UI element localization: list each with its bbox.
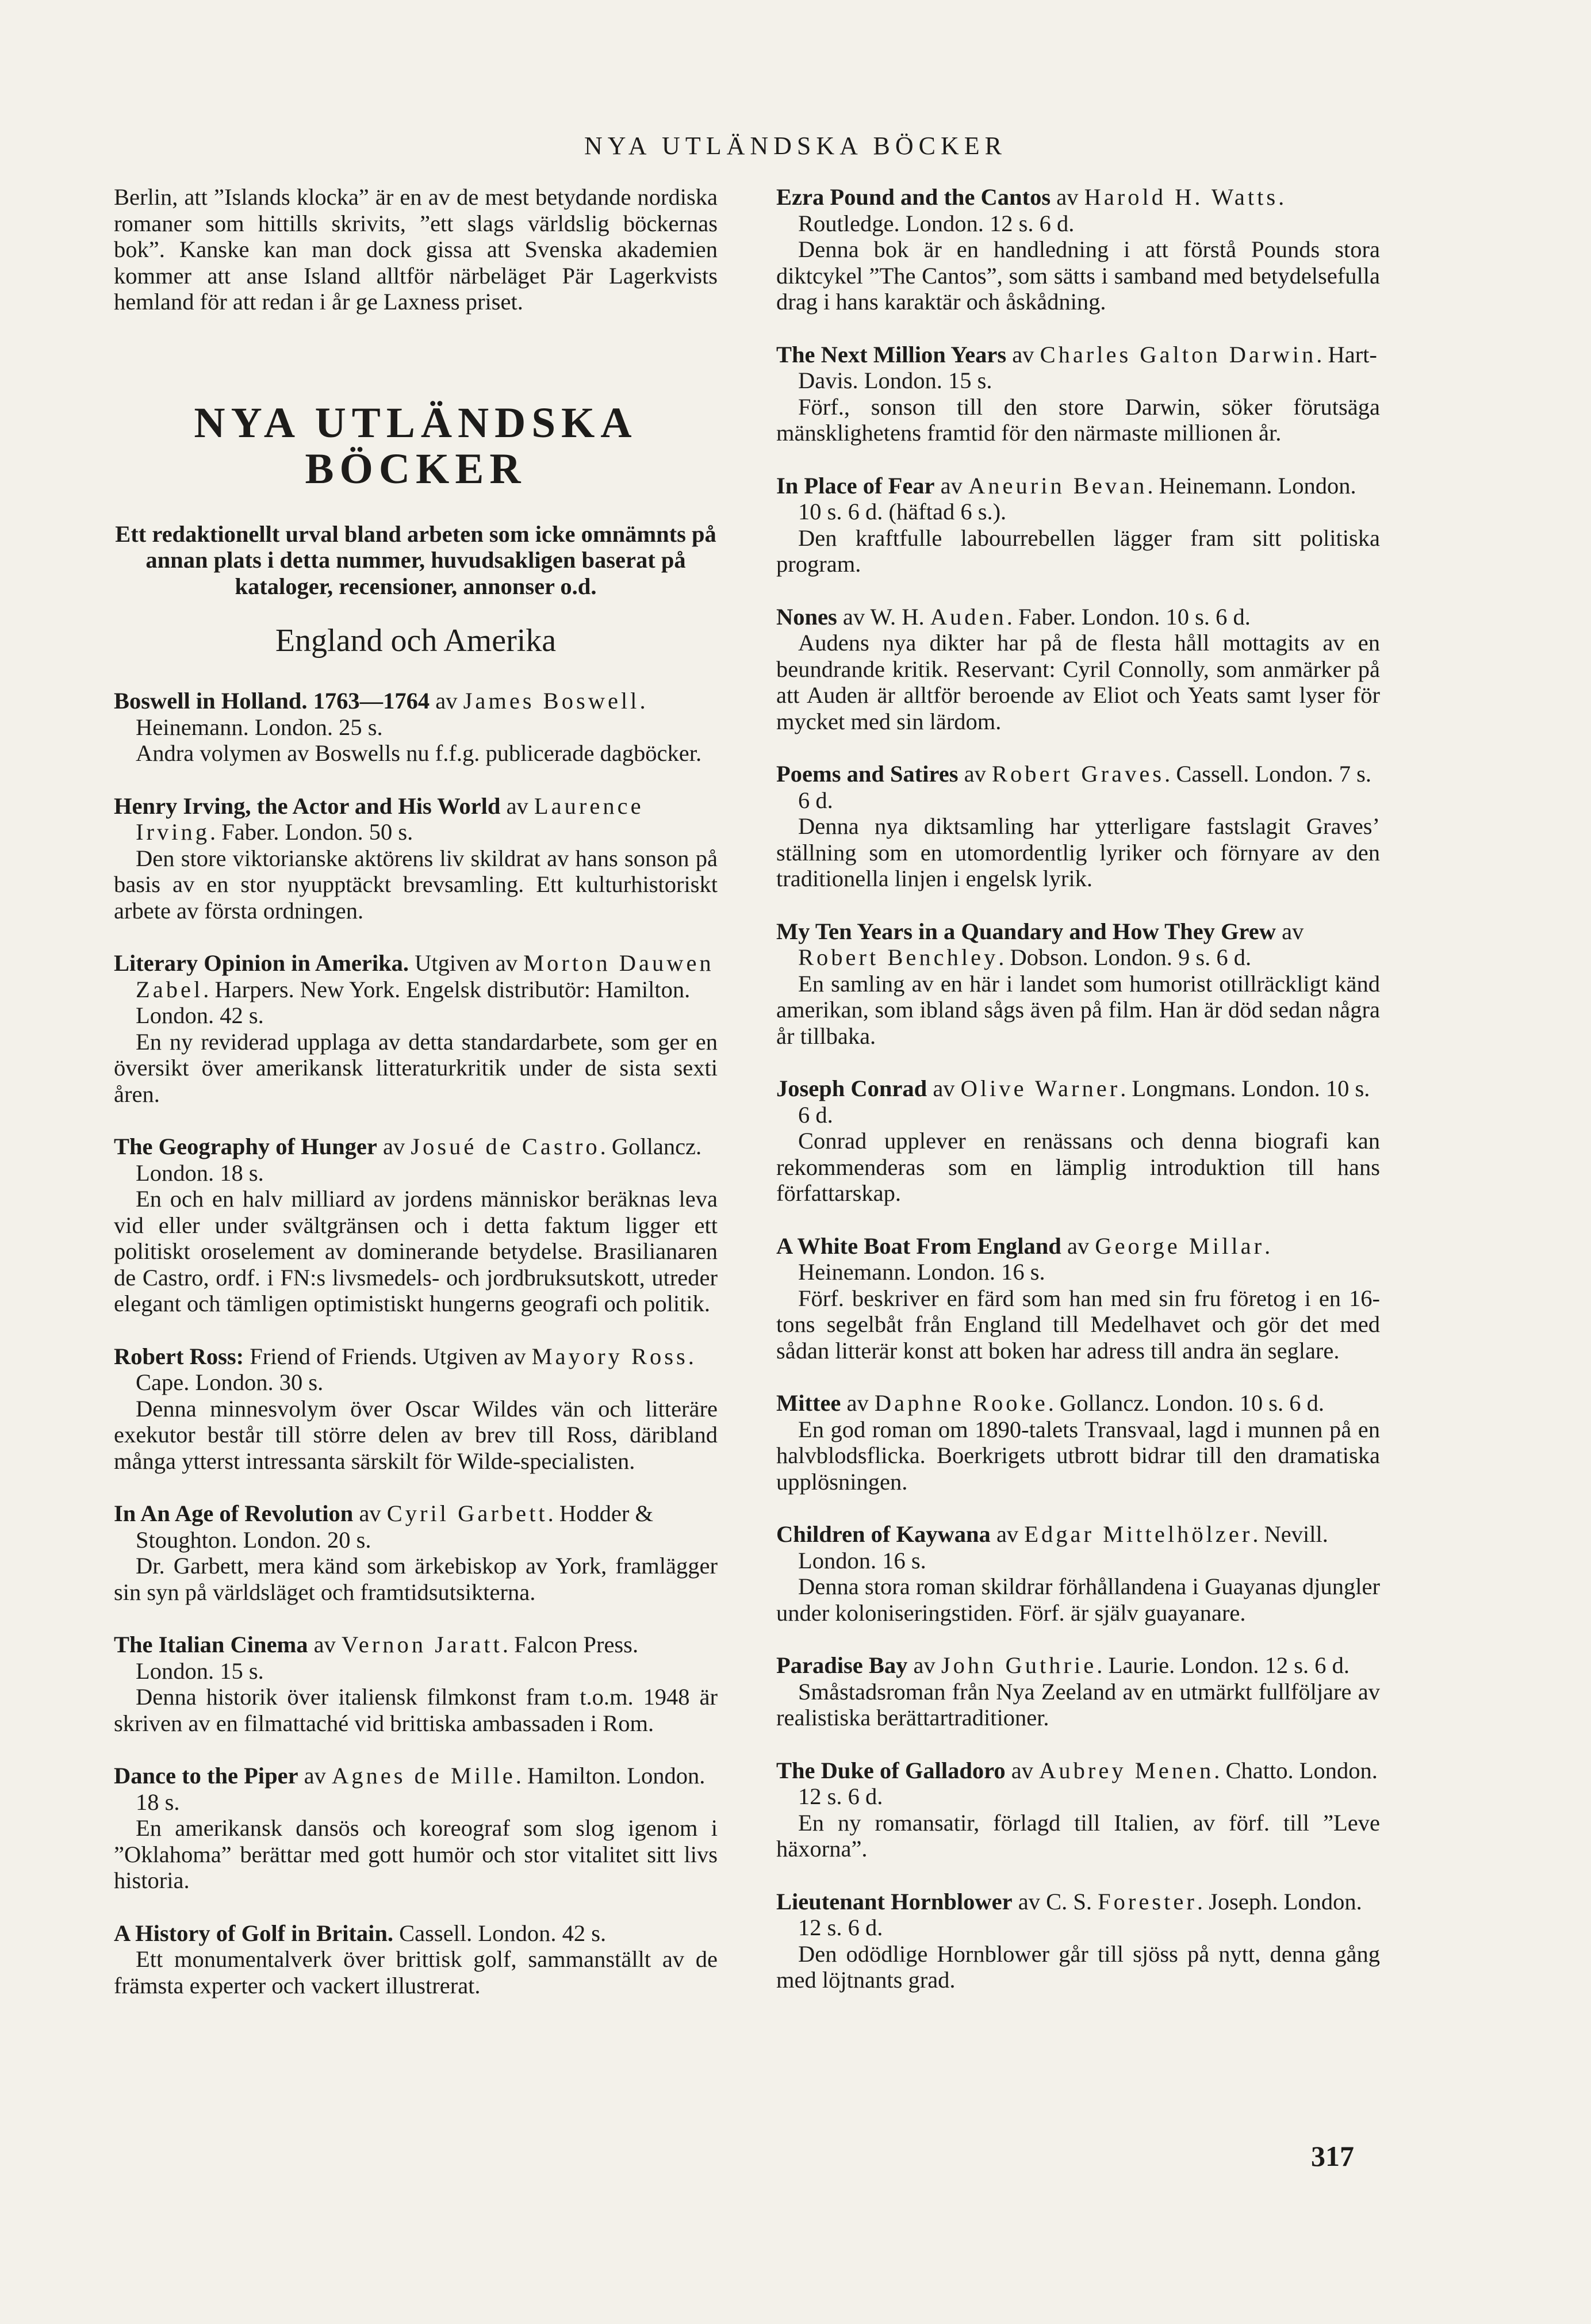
- book-description: Den kraftfulle labourrebellen lägger fram sitt politiska program.: [776, 524, 1380, 577]
- book-description: Förf. beskriver en färd som han med sin fru företog i en 16-tons segelbåt från England till Medelhavet och gör det med sådan litterär konst att boken har adress till andra än seglare.: [776, 1285, 1380, 1364]
- book-av: av: [1006, 341, 1040, 367]
- book-description: En och en halv milliard av jordens människor beräknas leva vid eller under svältgränsen och i detta faktum ligger ett politiskt oroselement av dominerande betydelse. Brasilianaren de Castro, ordf. i FN:s livsmedels- och jordbruksutskott, utreder elegant och tämligen optimistiskt hungerns geografi och politik.: [114, 1186, 718, 1316]
- book-entry-head: [776, 473, 1380, 525]
- book-description: En amerikansk dansös och koreograf som slog igenom i ”Oklahoma” berättar med gott humör och stor vitalitet sitt livs historia.: [114, 1815, 718, 1893]
- book-entry-head: [776, 342, 1380, 394]
- book-entry-head: [776, 1521, 1380, 1573]
- book-description: En ny romansatir, förlagd till Italien, av förf. till ”Leve häxorna”.: [776, 1809, 1380, 1862]
- book-entry-head: [114, 1920, 718, 1947]
- book-title: Boswell in Holland. 1763—1764: [114, 688, 430, 714]
- book-entry: [114, 1500, 718, 1605]
- book-publisher: . Gollancz. London. 10 s. 6 d.: [1048, 1390, 1325, 1416]
- book-entry-head: [114, 1343, 718, 1396]
- book-entry: [114, 1632, 718, 1736]
- book-entry-head: [776, 1390, 1380, 1416]
- book-publisher: . Hodder & Stoughton. London. 20 s.: [136, 1500, 653, 1553]
- book-entry: [114, 1763, 718, 1894]
- book-title: In An Age of Revolution: [114, 1500, 354, 1526]
- book-publisher: . Heinemann. London. 25 s.: [136, 688, 646, 740]
- book-title: The Next Million Years: [776, 341, 1007, 367]
- book-description: Denna nya diktsamling har ytterligare fastslagit Graves’ ställning som en utomordentlig lyriker och förnyare av den traditionella linjen i engelsk lyrik.: [776, 813, 1380, 891]
- book-av: av: [430, 688, 463, 714]
- book-av: Friend of Friends. Utgiven av: [244, 1343, 532, 1369]
- book-description: Denna stora roman skildrar förhållandena i Guayanas djungler under koloniseringstiden. Förf. är själv guayanare.: [776, 1573, 1380, 1626]
- left-entry-list: [114, 688, 718, 1998]
- book-author: Morton Dauwen Zabel: [136, 950, 714, 1002]
- book-description: Den store viktorianske aktörens liv skildrat av hans sonson på basis av en stor nyupptäckt brevsamling. Ett kulturhistoriskt arbete av första ordningen.: [114, 845, 718, 924]
- book-author: George Millar: [1095, 1232, 1265, 1259]
- book-entry-head: [776, 918, 1380, 971]
- book-av: av: [1005, 1757, 1040, 1783]
- book-title: Henry Irving, the Actor and His World: [114, 792, 501, 819]
- book-av: av: [990, 1521, 1025, 1547]
- book-author: Aneurin Bevan: [968, 472, 1148, 499]
- book-title: Joseph Conrad: [776, 1075, 927, 1101]
- right-column: [776, 184, 1380, 2020]
- book-av: av: [308, 1632, 342, 1657]
- book-title: The Geography of Hunger: [114, 1134, 377, 1159]
- book-author: Agnes de Mille: [332, 1763, 516, 1789]
- book-publisher: . Heinemann. London. 10 s. 6 d. (häftad 6 s.).: [798, 472, 1356, 524]
- book-entry-head: [114, 1763, 718, 1815]
- book-publisher: . Hamilton. London. 18 s.: [136, 1763, 706, 1815]
- book-publisher: . Harpers. New York. Engelsk distributör: Hamilton. London. 42 s.: [136, 976, 691, 1028]
- book-entry: [776, 604, 1380, 735]
- book-entry: [114, 1343, 718, 1475]
- book-av: av W. H.: [837, 603, 930, 630]
- book-entry-head: [114, 950, 718, 1029]
- book-title: Lieutenant Hornblower: [776, 1888, 1013, 1915]
- intro-paragraph: Berlin, att ”Islands klocka” är en av de mest betydande nordiska romaner som hittills skrivits, ”ett slags världslig böckernas bok”. Kanske kan man dock gissa att Svenska akademien kommer att anse Island alltför närbeläget Pär Lagerkvists hemland för att redan i år ge Laxness priset.: [114, 184, 718, 315]
- book-title: The Duke of Galladoro: [776, 1757, 1006, 1783]
- book-entry: [776, 1075, 1380, 1207]
- book-entry: [776, 1521, 1380, 1626]
- book-title: Ezra Pound and the Cantos: [776, 184, 1051, 210]
- book-title: Literary Opinion in Amerika.: [114, 950, 409, 976]
- book-entry-head: [114, 1632, 718, 1684]
- book-author: Daphne Rooke: [874, 1390, 1048, 1416]
- book-author: Mayory Ross: [531, 1343, 688, 1369]
- book-author: Laurence Irving: [136, 792, 644, 845]
- book-publisher: . Longmans. London. 10 s. 6 d.: [798, 1075, 1370, 1128]
- book-publisher: . Faber. London. 50 s.: [209, 819, 413, 845]
- book-av: [393, 1920, 399, 1946]
- book-author: Aubrey Menen: [1039, 1757, 1214, 1783]
- subsection-title: England och Amerika: [275, 623, 557, 658]
- book-av: av: [1051, 184, 1084, 210]
- running-head: NYA UTLÄNDSKA BÖCKER: [584, 132, 1007, 160]
- book-entry: [776, 342, 1380, 446]
- book-publisher: . Falcon Press. London. 15 s.: [136, 1632, 639, 1684]
- book-entry-head: [776, 1075, 1380, 1128]
- book-av: av: [353, 1500, 387, 1526]
- book-description: Småstadsroman från Nya Zeeland av en utmärkt fullföljare av realistiska berättartraditioner.: [776, 1678, 1380, 1730]
- book-entry-head: [776, 1233, 1380, 1285]
- book-author: Cyril Garbett: [386, 1500, 548, 1526]
- book-entry: [776, 1390, 1380, 1495]
- book-title: Mittee: [776, 1390, 841, 1416]
- book-description: Dr. Garbett, mera känd som ärkebiskop av York, framlägger sin syn på världsläget och framtidsutsikterna.: [114, 1553, 718, 1605]
- book-title: Children of Kaywana: [776, 1521, 991, 1547]
- book-publisher: . Chatto. London. 12 s. 6 d.: [798, 1757, 1378, 1809]
- book-description: En samling av en här i landet som humorist otillräckligt känd amerikan, som ibland sågs även på film. Han är död sedan några år tillbaka.: [776, 970, 1380, 1049]
- book-publisher: . Nevill. London. 16 s.: [798, 1521, 1328, 1573]
- book-entry: [776, 1233, 1380, 1364]
- book-av: av: [907, 1652, 941, 1678]
- book-av: av: [298, 1763, 332, 1789]
- book-av: av: [958, 761, 992, 787]
- book-publisher: . Cassell. London. 7 s. 6 d.: [798, 761, 1372, 813]
- left-column: [114, 184, 718, 2025]
- book-entry: [114, 793, 718, 924]
- book-publisher: . Routledge. London. 12 s. 6 d.: [798, 184, 1285, 236]
- book-entry: [776, 918, 1380, 1050]
- book-description: En god roman om 1890-talets Transvaal, lagd i munnen på en halvblodsflicka. Boerkrigets utbrott bidrar till den dramatiska upplösningen.: [776, 1416, 1380, 1495]
- section-title: NYA UTLÄNDSKA BÖCKER: [194, 399, 638, 493]
- book-publisher: . Faber. London. 10 s. 6 d.: [1006, 603, 1251, 630]
- book-entry-head: [114, 1134, 718, 1186]
- book-entry-head: [776, 761, 1380, 813]
- book-description: Denna bok är en handledning i att förstå Pounds stora diktcykel ”The Cantos”, som sätts i samband med betydelsefulla drag i hans karaktär och åskådning.: [776, 236, 1380, 315]
- book-publisher: . Dobson. London. 9 s. 6 d.: [998, 944, 1252, 970]
- book-author: Auden: [930, 603, 1007, 630]
- book-av: av C. S.: [1012, 1888, 1098, 1915]
- book-av: av: [500, 792, 534, 819]
- book-description: Audens nya dikter har på de flesta håll mottagits av en beundrande kritik. Reservant: Cyril Connolly, som anmärker på att Auden är alltför beroende av Eliot och Yeats samt lyser för mycket med sin lärdom.: [776, 630, 1380, 734]
- book-publisher: . Joseph. London. 12 s. 6 d.: [798, 1888, 1362, 1940]
- book-entry: [776, 473, 1380, 577]
- book-entry: [776, 1889, 1380, 1993]
- book-author: Robert Graves: [992, 761, 1165, 787]
- editorial-note: Ett redaktionellt urval bland arbeten som icke omnämnts på annan plats i detta nummer, huvudsakligen baserat på kataloger, recensioner, annonser o.d.: [115, 520, 716, 599]
- book-publisher: . Heinemann. London. 16 s.: [798, 1232, 1271, 1285]
- book-author: Vernon Jaratt: [342, 1632, 503, 1657]
- book-title: A White Boat From England: [776, 1232, 1061, 1259]
- book-description: Andra volymen av Boswells nu f.f.g. publicerade dagböcker.: [136, 740, 702, 766]
- book-title: Nones: [776, 603, 837, 630]
- book-entry: [114, 1134, 718, 1317]
- book-author: Charles Galton Darwin: [1040, 341, 1317, 367]
- book-entry-head: [114, 793, 718, 845]
- book-title: The Italian Cinema: [114, 1632, 308, 1657]
- book-title: Poems and Satires: [776, 761, 959, 787]
- page-number: 317: [1311, 2140, 1354, 2172]
- book-entry: [776, 184, 1380, 315]
- book-description: Ett monumentalverk över brittisk golf, sammanställt av de främsta experter och vackert illustrerat.: [114, 1946, 718, 1998]
- right-entry-list: [776, 184, 1380, 1993]
- book-entry: [114, 688, 718, 767]
- book-publisher: . Gollancz. London. 18 s.: [136, 1134, 702, 1186]
- book-entry-head: [114, 1500, 718, 1553]
- book-title: My Ten Years in a Quandary and How They Grew: [776, 918, 1276, 944]
- book-av: av: [934, 472, 969, 499]
- book-author: John Guthrie: [941, 1652, 1097, 1678]
- book-title: Dance to the Piper: [114, 1763, 298, 1789]
- book-publisher: . Hart-Davis. London. 15 s.: [798, 341, 1377, 393]
- book-av: av: [841, 1390, 875, 1416]
- book-av: av: [1061, 1232, 1095, 1259]
- book-title: A History of Golf in Britain.: [114, 1920, 393, 1946]
- book-entry-head: [776, 604, 1380, 630]
- book-entry: [114, 1920, 718, 1999]
- book-description: Den odödlige Hornblower går till sjöss på nytt, denna gång med löjtnants grad.: [776, 1940, 1380, 1993]
- book-publisher: . Laurie. London. 12 s. 6 d.: [1097, 1652, 1350, 1678]
- book-entry: [776, 1758, 1380, 1862]
- book-av: Utgiven av: [409, 950, 524, 976]
- book-entry-head: [776, 184, 1380, 236]
- book-description: Förf., sonson till den store Darwin, söker förutsäga mänsklighetens framtid för den närmaste millionen år.: [776, 393, 1380, 446]
- book-description: En ny reviderad upplaga av detta standardarbete, som ger en översikt över amerikansk litteraturkritik under de sista sexti åren.: [114, 1028, 718, 1107]
- book-entry: [776, 1652, 1380, 1731]
- book-title: In Place of Fear: [776, 472, 935, 499]
- book-description: Conrad upplever en renässans och denna biografi kan rekommenderas som en lämplig introduktion till hans författarskap.: [776, 1128, 1380, 1206]
- book-publisher: Cassell. London. 42 s.: [399, 1920, 607, 1946]
- book-author: Harold H. Watts: [1084, 184, 1279, 210]
- book-author: Edgar Mittelhölzer: [1024, 1521, 1253, 1547]
- book-av: av: [377, 1134, 411, 1159]
- book-title: Robert Ross:: [114, 1343, 244, 1369]
- book-description: Denna minnesvolym över Oscar Wildes vän och litteräre exekutor består till större delen av brev till Ross, däribland många ytterst intressanta särskilt för Wilde-specialisten.: [114, 1395, 718, 1474]
- book-author: Robert Benchley: [798, 944, 999, 970]
- book-entry-head: [776, 1758, 1380, 1810]
- book-publisher: . Cape. London. 30 s.: [136, 1343, 694, 1395]
- book-entry: [114, 950, 718, 1107]
- book-author: Olive Warner: [960, 1075, 1121, 1101]
- book-author: James Boswell: [463, 688, 640, 714]
- book-description: Denna historik över italiensk filmkonst fram t.o.m. 1948 är skriven av en filmattaché vid brittiska ambassaden i Rom.: [114, 1684, 718, 1736]
- book-author: Forester: [1098, 1888, 1197, 1915]
- book-entry-head: [776, 1889, 1380, 1941]
- book-entry-head: [776, 1652, 1380, 1679]
- book-entry: [776, 761, 1380, 892]
- book-av: av: [1276, 918, 1304, 944]
- book-title: Paradise Bay: [776, 1652, 908, 1678]
- book-entry-head: [114, 688, 718, 740]
- book-av: av: [927, 1075, 961, 1101]
- book-author: Josué de Castro: [411, 1134, 600, 1159]
